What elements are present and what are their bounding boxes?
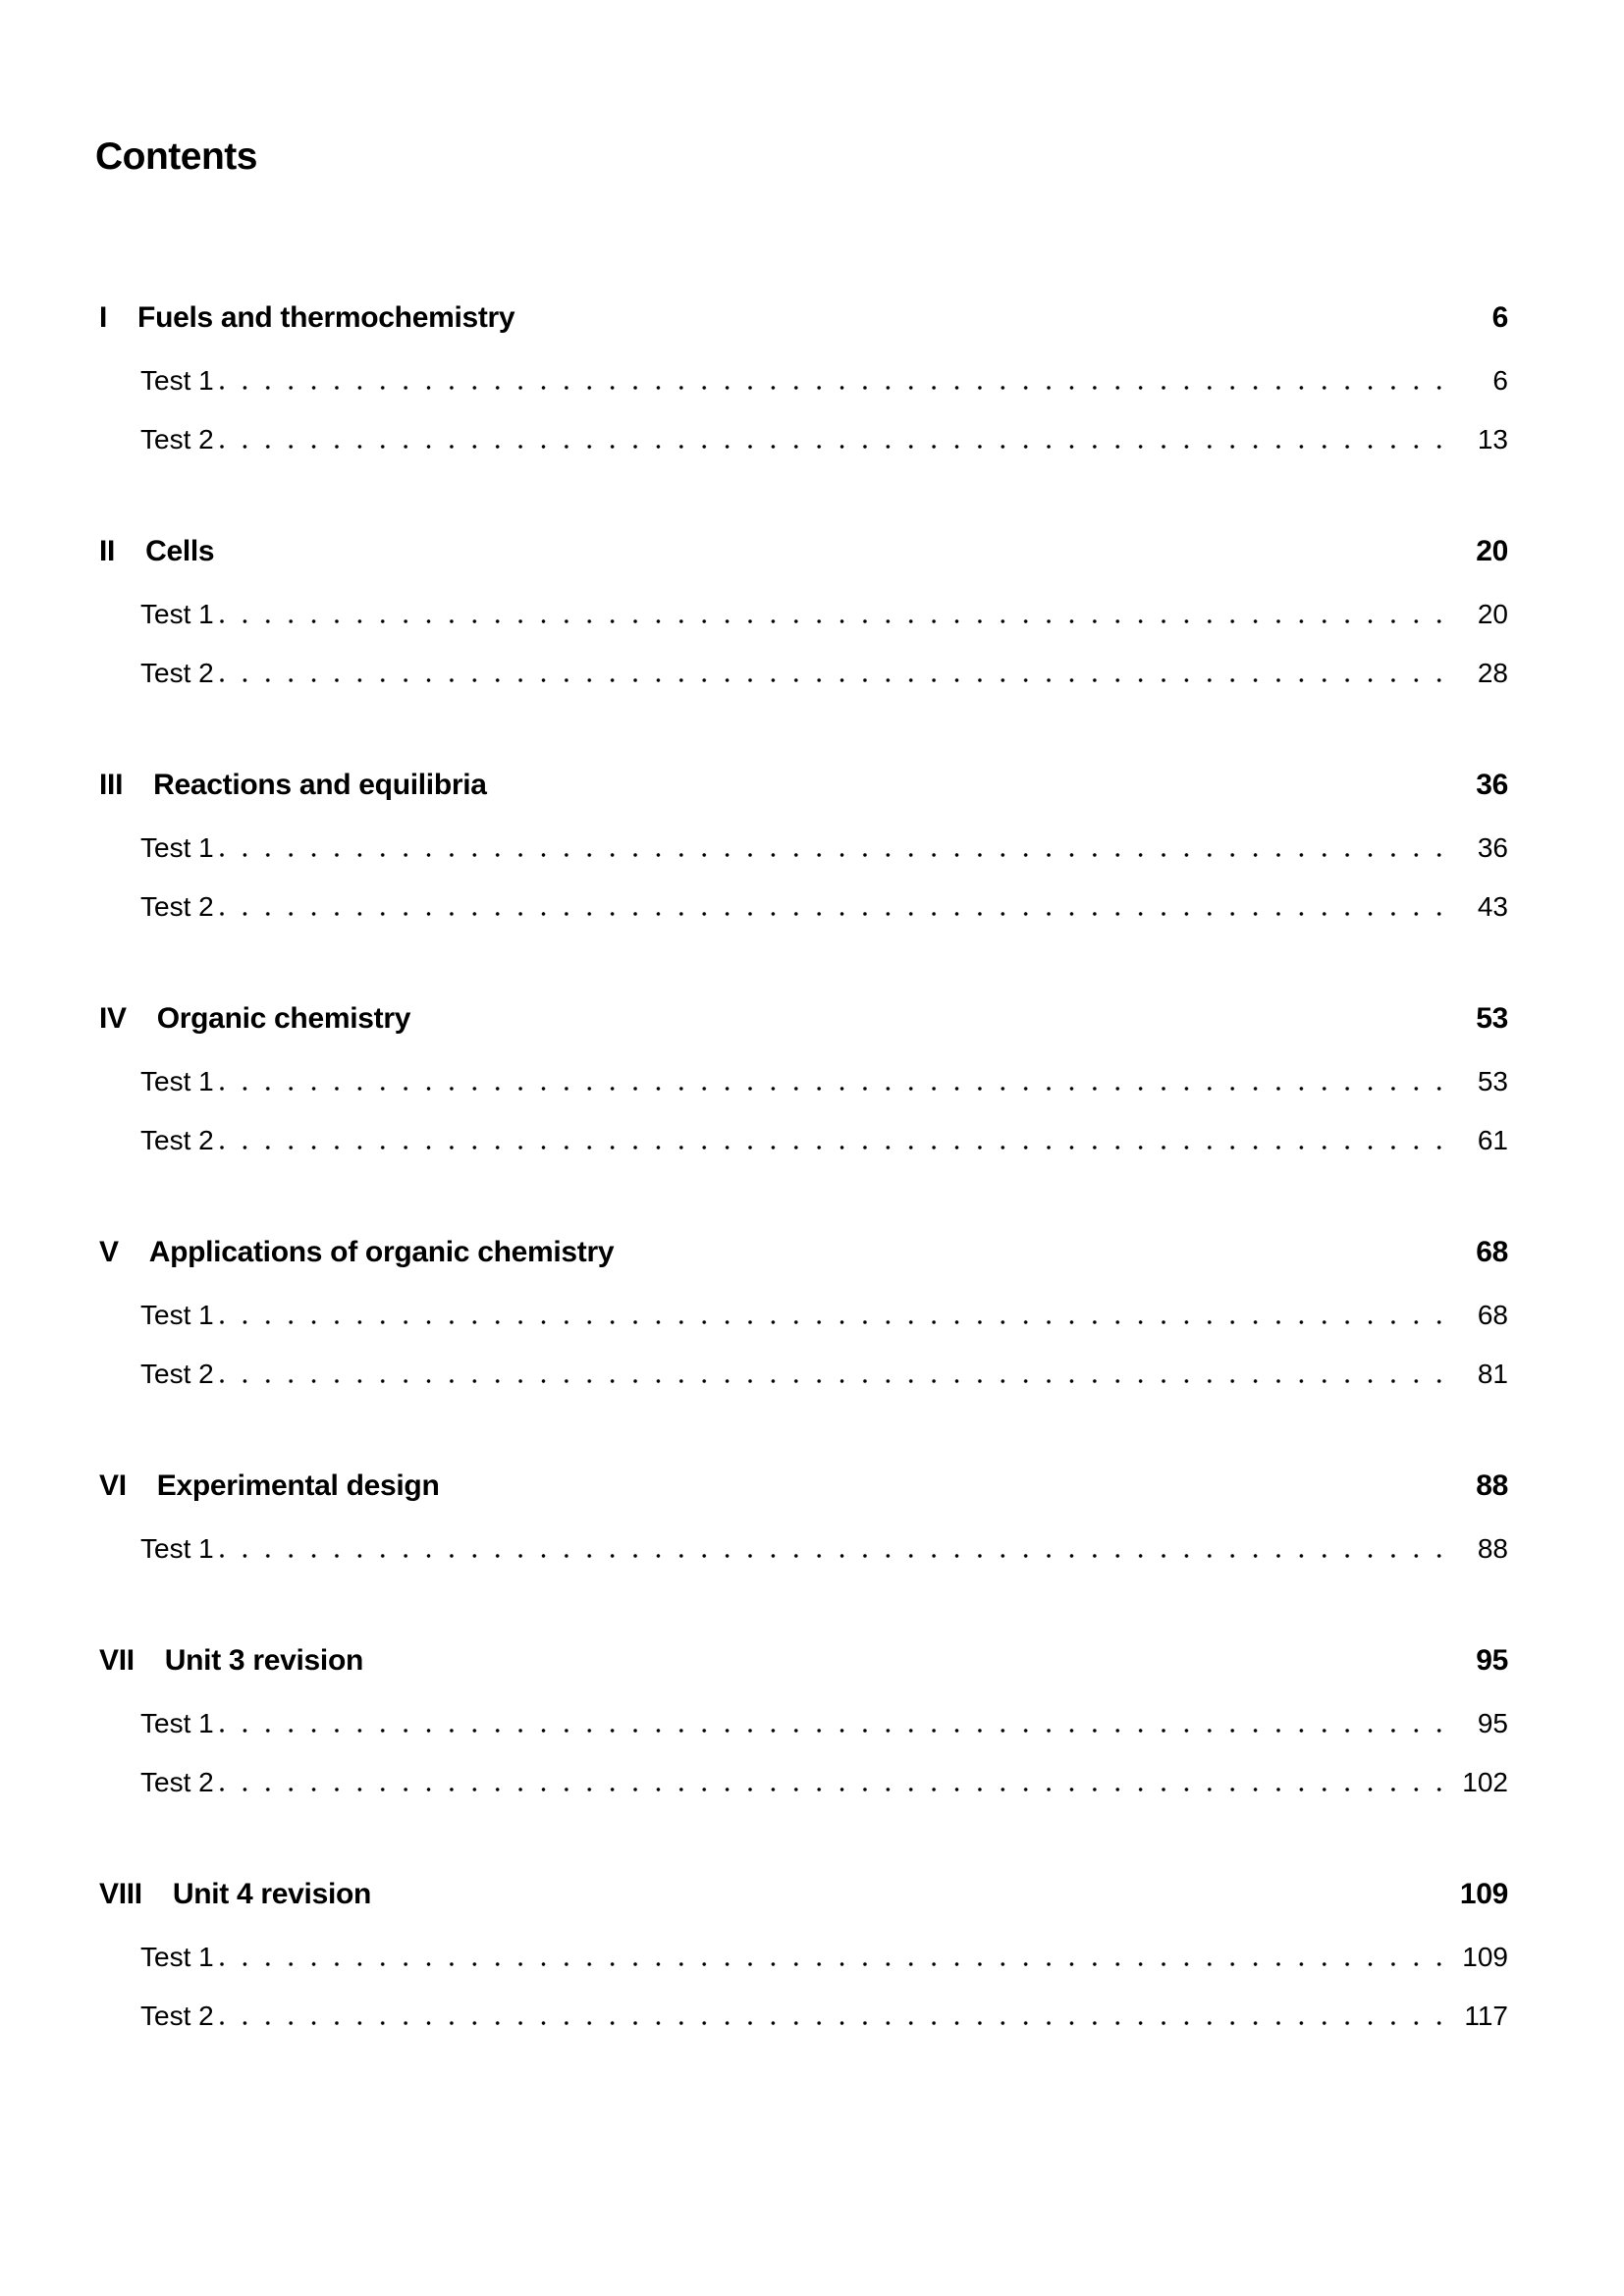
item-label: Test 2 <box>140 658 214 688</box>
part-numeral: IV <box>99 1002 127 1035</box>
item-label: Test 2 <box>140 1359 214 1389</box>
item-label: Test 1 <box>140 365 214 396</box>
dot-leader <box>220 912 1449 916</box>
item-label: Test 2 <box>140 424 214 454</box>
part-numeral: III <box>99 769 124 801</box>
dot-leader <box>220 853 1449 857</box>
part-page-number: 20 <box>1476 535 1508 567</box>
toc-part-entry[interactable] <box>95 771 1508 800</box>
item-label: Test 1 <box>140 1942 214 1972</box>
toc-section <box>95 771 1508 921</box>
toc-item-entry[interactable] <box>140 1361 1508 1388</box>
item-page-number: 28 <box>1477 658 1508 688</box>
item-label: Test 1 <box>140 1300 214 1330</box>
toc-item-entry[interactable] <box>140 1127 1508 1154</box>
item-label: Test 1 <box>140 599 214 629</box>
part-title: Reactions and equilibria <box>153 769 487 801</box>
page-title: Contents <box>95 135 257 178</box>
part-page-number: 88 <box>1476 1469 1508 1502</box>
dot-leader <box>220 1146 1449 1149</box>
item-page-number: 43 <box>1477 891 1508 922</box>
part-page-number: 36 <box>1476 769 1508 801</box>
item-label: Test 2 <box>140 1125 214 1155</box>
toc-section <box>95 1004 1508 1154</box>
toc-section <box>95 537 1508 687</box>
toc-item-entry[interactable] <box>140 1769 1508 1796</box>
item-label: Test 1 <box>140 1066 214 1096</box>
toc-item-entry[interactable] <box>140 1710 1508 1737</box>
dot-leader <box>220 445 1449 449</box>
dot-leader <box>220 1320 1449 1324</box>
dot-leader <box>220 1087 1449 1091</box>
item-label: Test 2 <box>140 891 214 922</box>
part-numeral: V <box>99 1236 119 1268</box>
item-page-number: 81 <box>1477 1359 1508 1389</box>
item-label: Test 1 <box>140 832 214 863</box>
toc-part-entry[interactable] <box>95 537 1508 566</box>
part-page-number: 53 <box>1476 1002 1508 1035</box>
part-title: Unit 4 revision <box>172 1878 372 1910</box>
item-page-number: 117 <box>1464 2001 1508 2031</box>
toc-item-entry[interactable] <box>140 893 1508 921</box>
toc-item-entry[interactable] <box>140 367 1508 395</box>
part-title: Unit 3 revision <box>164 1644 364 1677</box>
part-numeral: VI <box>99 1469 127 1502</box>
item-page-number: 102 <box>1462 1767 1508 1797</box>
part-numeral: II <box>99 535 116 567</box>
item-page-number: 61 <box>1477 1125 1508 1155</box>
item-page-number: 20 <box>1477 599 1508 629</box>
part-numeral: VII <box>99 1644 135 1677</box>
toc-sections <box>95 303 1508 2030</box>
item-label: Test 2 <box>140 2001 214 2031</box>
toc-item-entry[interactable] <box>140 426 1508 454</box>
toc-part-entry[interactable] <box>95 1880 1508 1909</box>
item-page-number: 88 <box>1477 1533 1508 1564</box>
item-label: Test 1 <box>140 1708 214 1738</box>
part-page-number: 6 <box>1491 301 1508 334</box>
toc-item-entry[interactable] <box>140 1535 1508 1563</box>
dot-leader <box>220 619 1449 623</box>
part-title: Organic chemistry <box>156 1002 411 1035</box>
toc-part-entry[interactable] <box>95 1238 1508 1267</box>
item-page-number: 6 <box>1492 365 1508 396</box>
part-title: Experimental design <box>156 1469 440 1502</box>
toc-item-entry[interactable] <box>140 1068 1508 1095</box>
toc-section <box>95 1880 1508 2030</box>
toc-item-entry[interactable] <box>140 601 1508 628</box>
dot-leader <box>220 2021 1449 2025</box>
toc-item-entry[interactable] <box>140 1944 1508 1971</box>
toc-item-entry[interactable] <box>140 2002 1508 2030</box>
part-numeral: VIII <box>99 1878 142 1910</box>
part-page-number: 68 <box>1476 1236 1508 1268</box>
part-title: Cells <box>145 535 215 567</box>
item-page-number: 68 <box>1477 1300 1508 1330</box>
toc-item-entry[interactable] <box>140 1302 1508 1329</box>
item-label: Test 2 <box>140 1767 214 1797</box>
dot-leader <box>220 1729 1449 1733</box>
dot-leader <box>220 1788 1449 1791</box>
toc-part-entry[interactable] <box>95 1471 1508 1501</box>
item-page-number: 109 <box>1462 1942 1508 1972</box>
part-title: Fuels and thermochemistry <box>137 301 515 334</box>
toc-part-entry[interactable] <box>95 1646 1508 1676</box>
toc-item-entry[interactable] <box>140 660 1508 687</box>
part-page-number: 95 <box>1476 1644 1508 1677</box>
item-page-number: 95 <box>1477 1708 1508 1738</box>
toc-section <box>95 303 1508 454</box>
toc-part-entry[interactable] <box>95 1004 1508 1034</box>
item-page-number: 36 <box>1477 832 1508 863</box>
toc-section <box>95 1238 1508 1388</box>
toc-section <box>95 1646 1508 1796</box>
part-numeral: I <box>99 301 108 334</box>
item-page-number: 13 <box>1477 424 1508 454</box>
dot-leader <box>220 1962 1449 1966</box>
part-page-number: 109 <box>1459 1878 1508 1910</box>
toc-part-entry[interactable] <box>95 303 1508 333</box>
toc-item-entry[interactable] <box>140 834 1508 862</box>
item-label: Test 1 <box>140 1533 214 1564</box>
dot-leader <box>220 1379 1449 1383</box>
dot-leader <box>220 678 1449 682</box>
item-page-number: 53 <box>1477 1066 1508 1096</box>
part-title: Applications of organic chemistry <box>148 1236 615 1268</box>
dot-leader <box>220 1554 1449 1558</box>
toc-section <box>95 1471 1508 1563</box>
dot-leader <box>220 386 1449 390</box>
